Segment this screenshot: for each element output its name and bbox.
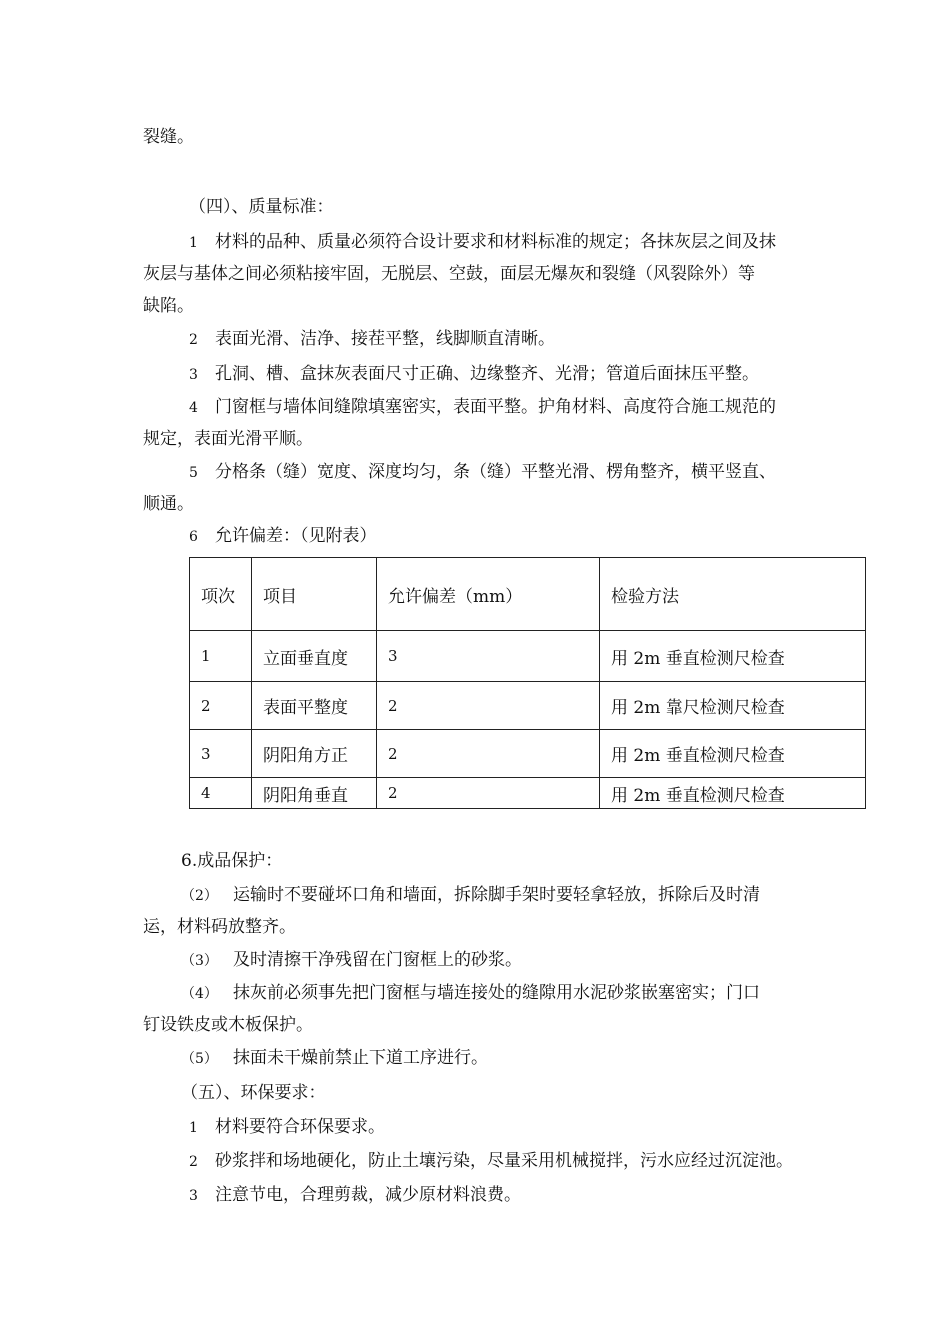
quality-item-2: 2 表面光滑、洁净、接茬平整，线脚顺直清晰。 [189,329,555,349]
protection-item-5-num: （5） [181,1051,218,1067]
tolerance-table [189,557,866,809]
table-header-cell: 项次 [190,558,252,631]
quality-item-5-num: 5 [189,465,198,481]
quality-item-5-line-1: 5 分格条（缝）宽度、深度均匀，条（缝）平整光滑、楞角整齐，横平竖直、 [189,462,776,482]
quality-item-1-num: 1 [189,235,198,251]
quality-item-3-num: 3 [189,367,198,383]
quality-item-4-line-1: 4 门窗框与墙体间缝隙填塞密实，表面平整。护角材料、高度符合施工规范的 [189,397,776,417]
protection-item-4-line-2: 钉设铁皮或木板保护。 [143,1015,313,1035]
table-header-cell: 项目 [252,558,377,631]
quality-item-4-num: 4 [189,400,198,416]
protection-item-2-line-1: （2） 运输时不要碰坏口角和墙面，拆除脚手架时要轻拿轻放，拆除后及时清 [181,885,760,905]
protection-item-3: （3） 及时清擦干净残留在门窗框上的砂浆。 [181,950,522,970]
environment-item-2: 2 砂浆拌和场地硬化，防止土壤污染，尽量采用机械搅拌，污水应经过沉淀池。 [189,1151,793,1171]
table-cell: 2 [377,682,600,730]
table-cell: 阴阳角方正 [252,730,377,778]
table-cell: 4 [190,778,252,809]
quality-item-1-line-3: 缺陷。 [143,296,194,316]
table-cell: 1 [190,631,252,682]
environment-item-3-num: 3 [189,1188,198,1204]
environment-heading: （五）、环保要求： [181,1083,326,1103]
table-cell: 阴阳角垂直 [252,778,377,809]
environment-item-2-num: 2 [189,1154,198,1170]
protection-item-2-line-2: 运，材料码放整齐。 [143,917,296,937]
protection-item-4-line-1: （4） 抹灰前必须事先把门窗框与墙连接处的缝隙用水泥砂浆嵌塞密实；门口 [181,983,760,1003]
table-cell: 用 2m 垂直检测尺检查 [600,778,866,809]
environment-item-3: 3 注意节电，合理剪裁，减少原材料浪费。 [189,1185,521,1205]
quality-item-5-line-2: 顺通。 [143,494,194,514]
table-header-cell: 允许偏差（mm） [377,558,600,631]
table-row [190,631,866,682]
quality-item-4-line-2: 规定，表面光滑平顺。 [143,429,313,449]
quality-item-2-num: 2 [189,332,198,348]
environment-item-1-num: 1 [189,1120,198,1136]
table-header-cell: 检验方法 [600,558,866,631]
intro-tail: 裂缝。 [143,127,194,147]
quality-item-1-line-1: 1 材料的品种、质量必须符合设计要求和材料标准的规定；各抹灰层之间及抹 [189,232,776,252]
protection-item-2-num: （2） [181,888,218,904]
quality-item-6: 6 允许偏差：（见附表） [189,526,377,546]
table-header-row [190,558,866,631]
table-row [190,778,866,809]
table-cell: 用 2m 垂直检测尺检查 [600,730,866,778]
protection-item-3-num: （3） [181,953,218,969]
quality-item-1-line-2: 灰层与基体之间必须粘接牢固，无脱层、空鼓，面层无爆灰和裂缝（风裂除外）等 [143,264,755,284]
table-cell: 2 [377,778,600,809]
quality-item-6-num: 6 [189,529,198,545]
table-row [190,682,866,730]
table-cell: 表面平整度 [252,682,377,730]
environment-item-1: 1 材料要符合环保要求。 [189,1117,385,1137]
table-cell: 用 2m 垂直检测尺检查 [600,631,866,682]
quality-heading: （四）、质量标准： [189,197,334,217]
protection-item-5: （5） 抹面未干燥前禁止下道工序进行。 [181,1048,488,1068]
table-cell: 2 [190,682,252,730]
table-cell: 3 [377,631,600,682]
table-cell: 3 [190,730,252,778]
quality-item-3: 3 孔洞、槽、盒抹灰表面尺寸正确、边缘整齐、光滑；管道后面抹压平整。 [189,364,759,384]
protection-item-4-num: （4） [181,986,218,1002]
table-cell: 立面垂直度 [252,631,377,682]
table-cell: 2 [377,730,600,778]
table-row [190,730,866,778]
protection-heading: 6.成品保护： [181,851,283,871]
table-cell: 用 2m 靠尺检测尺检查 [600,682,866,730]
